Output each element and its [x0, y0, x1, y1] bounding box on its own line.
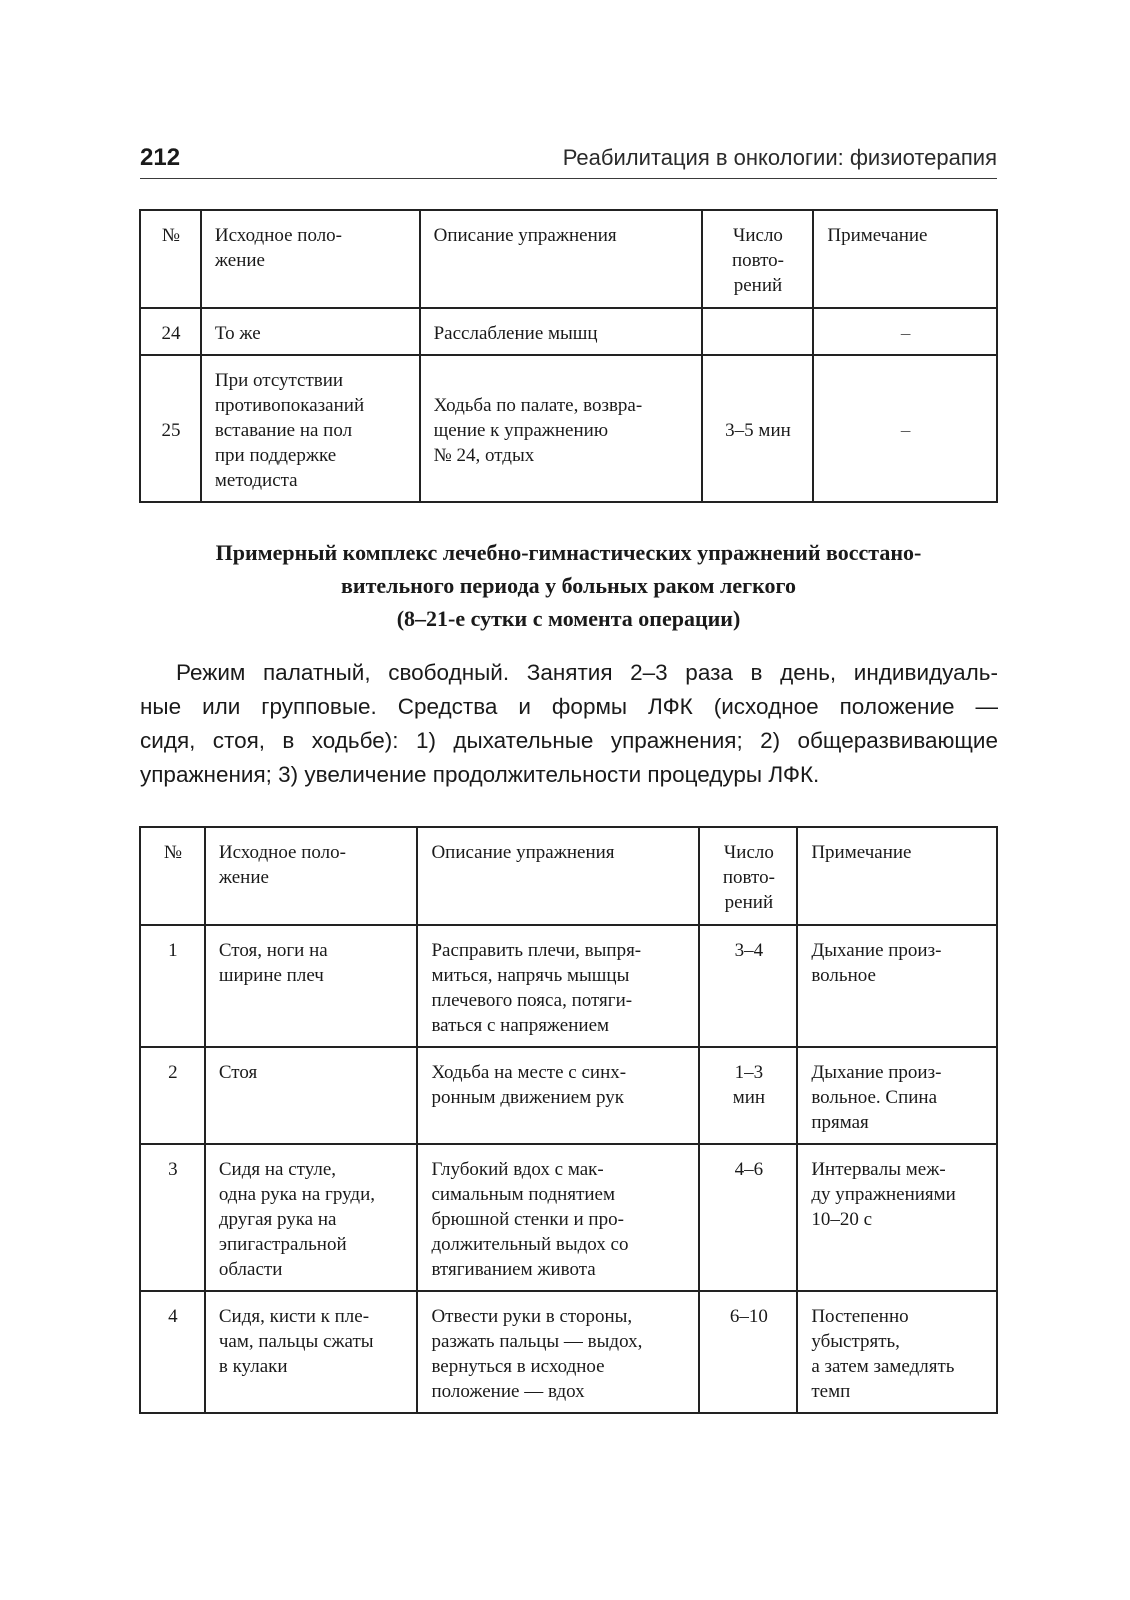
- row-position: При отсутствии противопоказаний вставание на пол при поддержке методиста: [201, 355, 420, 502]
- row-note: –: [813, 355, 997, 502]
- row-num: 1: [140, 925, 205, 1047]
- row-position: То же: [201, 308, 420, 355]
- exercise-table-continued: [139, 209, 998, 503]
- row-num: 3: [140, 1144, 205, 1291]
- row-description: Ходьба на месте с синх- ронным движением рук: [417, 1047, 699, 1144]
- table-row: [140, 1291, 997, 1413]
- row-num: 2: [140, 1047, 205, 1144]
- row-position: Стоя, ноги на ширине плеч: [205, 925, 418, 1047]
- page-number: 212: [140, 144, 181, 171]
- table-header-row: [140, 827, 997, 925]
- row-num: 25: [140, 355, 201, 502]
- exercise-table: [139, 826, 998, 1414]
- header-description: Описание упражнения: [420, 210, 702, 308]
- row-description: Ходьба по палате, возвра- щение к упражнению № 24, отдых: [420, 355, 702, 502]
- row-reps: 3–5 мин: [702, 355, 814, 502]
- row-note: Дыхание произ- вольное: [797, 925, 997, 1047]
- table-row: [140, 355, 997, 502]
- header-reps: Число повто- рений: [699, 827, 797, 925]
- row-position: Сидя на стуле, одна рука на груди, другая рука на эпигастральной области: [205, 1144, 418, 1291]
- table-row: [140, 308, 997, 355]
- table-header-row: [140, 210, 997, 308]
- header-position: Исходное поло- жение: [205, 827, 418, 925]
- header-num: №: [140, 827, 205, 925]
- header-description: Описание упражнения: [417, 827, 699, 925]
- running-title: Реабилитация в онкологии: физиотерапия: [562, 145, 997, 170]
- header-note: Примечание: [813, 210, 997, 308]
- row-note: Постепенно убыстрять, а затем замедлять темп: [797, 1291, 997, 1413]
- body-paragraph: Режим палатный, свободный. Занятия 2–3 раза в день, индивидуаль- ные или групповые. Средства и формы ЛФК (исходное положение — сидя, стоя, в ходьбе): 1) дыхательные упражнения; 2) общеразвивающие упражнения; 3) увеличение продолжительности процедуры ЛФК.: [140, 660, 998, 787]
- page-header: [140, 142, 997, 179]
- table-row: [140, 1047, 997, 1144]
- row-note: Дыхание произ- вольное. Спина прямая: [797, 1047, 997, 1144]
- row-description: Расслабление мышц: [420, 308, 702, 355]
- header-note: Примечание: [797, 827, 997, 925]
- row-position: Стоя: [205, 1047, 418, 1144]
- row-num: 4: [140, 1291, 205, 1413]
- row-description: Отвести руки в стороны, разжать пальцы — выдох, вернуться в исходное положение — вдох: [417, 1291, 699, 1413]
- table-row: [140, 1144, 997, 1291]
- row-description: Глубокий вдох с мак- симальным поднятием брюшной стенки и про- должительный выдох со втягиванием живота: [417, 1144, 699, 1291]
- row-reps: 4–6: [699, 1144, 797, 1291]
- row-description: Расправить плечи, выпря- миться, напрячь мышцы плечевого пояса, потяги- ваться с напряжением: [417, 925, 699, 1047]
- header-num: №: [140, 210, 201, 308]
- row-note: –: [813, 308, 997, 355]
- section-heading: Примерный комплекс лечебно-гимнастических упражнений восстано- вительного периода у больных раком легкого (8–21-е сутки с момента операции): [215, 540, 922, 631]
- row-reps: 6–10: [699, 1291, 797, 1413]
- row-reps: 3–4: [699, 925, 797, 1047]
- row-num: 24: [140, 308, 201, 355]
- table-row: [140, 925, 997, 1047]
- row-position: Сидя, кисти к пле- чам, пальцы сжаты в кулаки: [205, 1291, 418, 1413]
- header-position: Исходное поло- жение: [201, 210, 420, 308]
- header-reps: Число повто- рений: [702, 210, 814, 308]
- row-reps: 1–3 мин: [699, 1047, 797, 1144]
- row-note: Интервалы меж- ду упражнениями 10–20 с: [797, 1144, 997, 1291]
- row-reps: [702, 308, 814, 355]
